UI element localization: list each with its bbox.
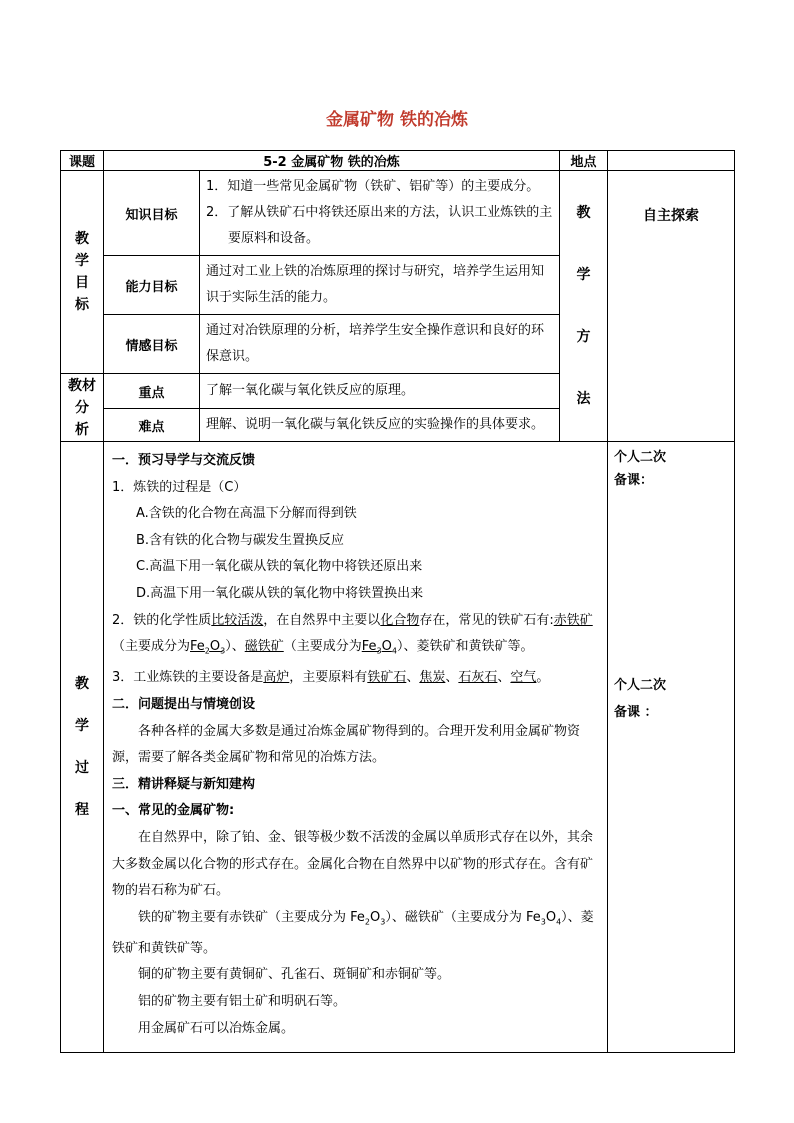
question-1: 1．炼铁的过程是（C） (112, 479, 247, 495)
question-3: 3．工业炼铁的主要设备是高炉，主要原料有铁矿石、焦炭、石灰石、空气。 (112, 670, 550, 686)
sub-heading: 一、常见的金属矿物: (112, 803, 235, 819)
paragraph: 铝的矿物主要有铝土矿和明矾石等。 (138, 994, 347, 1010)
answer-blank: 石灰石 (458, 670, 498, 686)
formula: $Fe_3O_4$ (361, 639, 397, 656)
note-2-line-1: 个人二次 (614, 678, 667, 693)
note-1-line-2: 备课： (614, 473, 654, 488)
answer-blank: 铁矿石 (367, 670, 407, 686)
page-title: 金属矿物 铁的冶炼 (326, 110, 468, 130)
paragraph: 各种各样的金属大多数是通过冶炼金属矿物得到的。合理开发利用金属矿物资源，需要了解各类金属矿物和常见的冶炼方法。 (112, 723, 581, 766)
knowledge-item: 1．知道一些常见金属矿物（铁矿、铝矿等）的主要成分。 (206, 179, 540, 194)
section-heading: 一．预习导学与交流反馈 (112, 453, 256, 468)
knowledge-content (200, 171, 560, 256)
process-row (61, 442, 735, 1053)
analysis-section-label: 教材 分 析 (61, 374, 104, 442)
section-heading: 二．问题提出与情境创设 (112, 696, 256, 712)
topic-label: 课题 (61, 151, 104, 171)
knowledge-item: 2．了解从铁矿石中将铁还原出来的方法，认识工业炼铁的主要原料和设备。 (206, 205, 553, 246)
paragraph: 铜的矿物主要有黄铜矿、孔雀石、斑铜矿和赤铜矿等。 (138, 967, 451, 983)
personal-notes (608, 442, 735, 1053)
hard-label: 难点 (104, 409, 200, 442)
answer-blank: 赤铁矿 (553, 612, 593, 628)
section-heading: 三．精讲释疑与新知建构 (112, 776, 256, 792)
answer-blank: 空气 (510, 670, 537, 686)
answer-blank: 磁铁矿 (244, 639, 284, 655)
goals-section-label: 教 学 目 标 (61, 171, 104, 374)
note-2-line-2: 备课 ： (614, 705, 658, 720)
answer-blank: 比较活泼 (211, 612, 264, 628)
key-label: 重点 (104, 374, 200, 409)
topic-value: 5-2 金属矿物 铁的冶炼 (104, 151, 560, 171)
paragraph: 用金属矿石可以冶炼金属。 (138, 1020, 295, 1036)
process-section-label: 教 学 过 程 (61, 442, 104, 1053)
lesson-plan-table (60, 150, 735, 1053)
ability-label: 能力目标 (104, 256, 200, 315)
knowledge-row (61, 171, 735, 256)
place-label: 地点 (560, 151, 608, 171)
paragraph: 铁的矿物主要有赤铁矿（主要成分为 $Fe_2O_3$）、磁铁矿（主要成分为 $Fe_3O_4$）、菱铁矿和黄铁矿等。 (112, 909, 594, 956)
option-b: B.含有铁的化合物与碳发生置换反应 (136, 532, 345, 548)
header-row (61, 151, 735, 171)
key-content: 了解一氧化碳与氧化铁反应的原理。 (200, 374, 560, 409)
emotion-content: 通过对冶铁原理的分析，培养学生安全操作意识和良好的环保意识。 (200, 315, 560, 374)
option-a: A.含铁的化合物在高温下分解而得到铁 (136, 506, 357, 522)
answer-blank: 高炉 (263, 670, 290, 686)
option-c: C.高温下用一氧化碳从铁的氧化物中将铁还原出来 (136, 559, 423, 575)
answer-blank: 焦炭 (419, 670, 446, 686)
knowledge-label: 知识目标 (104, 171, 200, 256)
formula: $Fe_2O_3$ (190, 639, 226, 656)
process-content (104, 442, 608, 1053)
option-d: D.高温下用一氧化碳从铁的氧化物中将铁置换出来 (136, 585, 424, 601)
ability-content: 通过对工业上铁的冶炼原理的探讨与研究，培养学生运用知识于实际生活的能力。 (200, 256, 560, 315)
method-value: 自主探索 (608, 171, 735, 442)
question-2: 2．铁的化学性质比较活泼，在自然界中主要以化合物存在，常见的铁矿石有:赤铁矿（主要成分为$Fe_2O_3$）、磁铁矿（主要成分为$Fe_3O_4$）、菱铁矿和黄铁矿等。 (112, 612, 593, 656)
emotion-label: 情感目标 (104, 315, 200, 374)
answer-blank: 化合物 (380, 612, 420, 628)
method-label: 教 学 方 法 (560, 171, 608, 442)
note-1-line-1: 个人二次 (614, 450, 667, 465)
paragraph: 在自然界中，除了铂、金、银等极少数不活泼的金属以单质形式存在以外，其余大多数金属以化合物的形式存在。金属化合物在自然界中以矿物的形式存在。含有矿物的岩石称为矿石。 (112, 829, 594, 899)
place-value (608, 151, 735, 171)
hard-content: 理解、说明一氧化碳与氧化铁反应的实验操作的具体要求。 (200, 409, 560, 442)
